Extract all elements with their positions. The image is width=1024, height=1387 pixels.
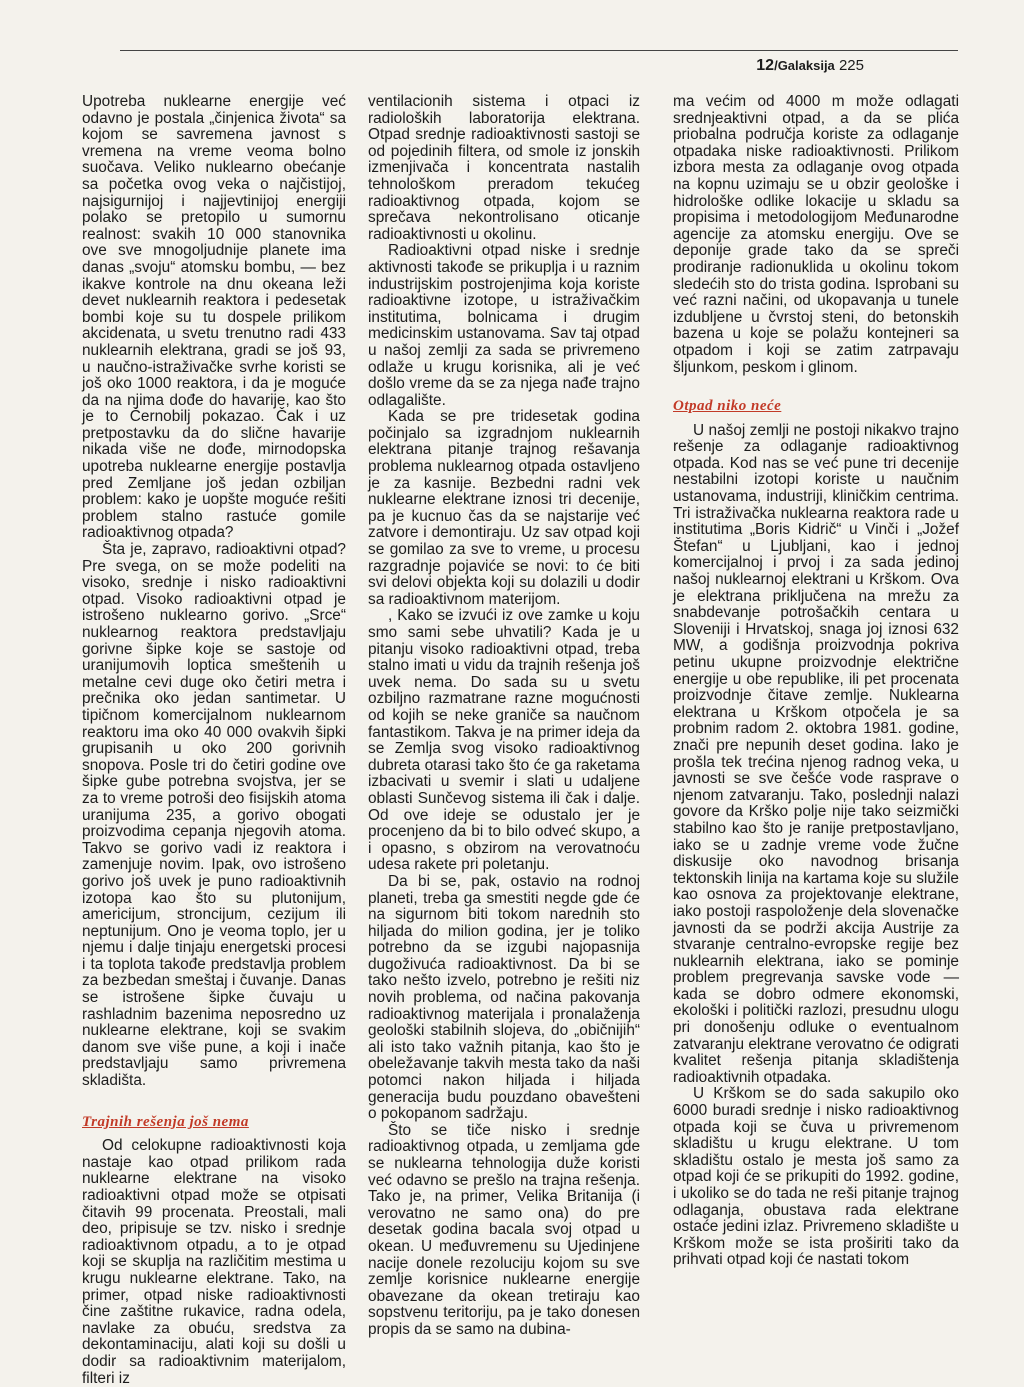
paragraph: Da bi se, pak, ostavio na rodnoj planeti, treba ga smestiti negde gde će na sigurnom biti tokom narednih sto hiljada do milion godina, jer je toliko potrebno da se izgubi najopasnija dugoživuća radioaktivnost. Da bi se tako nešto izvelo, potrebno je rešiti niz novih problema, od načina pakovanja radioaktivnog materijala i pronalaženja geološki stabilnih slojeva, do „običnijih“ ali isto tako važnih pitanja, kao što je obeležavanje takvih mesta tako da naši potomci nakon hiljada i hiljada generacija budu pouzdano obavešteni o pokopanom sadržaju. [368,872,640,1123]
page-header [756,57,864,75]
paragraph: , Kako se izvući iz ove zamke u koju smo sami sebe uhvatili? Kada je u pitanju visoko radioaktivni otpad, treba stalno imati u vidu da trajnih rešenja još uvek nema. Do sada su u svetu ozbiljno razmatrane razne mogućnosti od kojih se neke graniče sa naučnom fantastikom. Takva je na primer ideja da se Zemlja svog visoko radioaktivnog dubreta otarasi tako što će ga raketama izbacivati u svemir i slati u udaljene oblasti Sunčevog sistema ili čak i dalje. Od ove ideje se odustalo jer je procenjeno da bi to bilo odveć skupo, a i opasno, s obzirom na verovatnoću udesa rakete pri poletanju. [368,607,640,874]
page-number: 225 [834,57,864,74]
paragraph: Što se tiče nisko i srednje radioaktivnog otpada, u zemljama gde se nuklearna tehnologija duže koristi već odavno se prešlo na trajna rešenja. Tako je, na primer, Velika Britanija (i verovatno ne samo ona) do pre desetak godina bacala svoj otpad u okean. U međuvremenu su Ujedinjene nacije donele rezoluciju kojom su sve zemlje korisnice nuklearne energije obavezane da okean tretiraju kao sopstvenu teritoriju, pa je tako donesen propis da se samo na dubina- [368,1121,640,1338]
paragraph: ma većim od 4000 m može odlagati srednjeaktivni otpad, a da se plića priobalna područja koriste za odlaganje otpadaka niske radioaktivnosti. Prilikom izbora mesta za odlaganje ovog otpada na kopnu uzimaju se u obzir geološke i hidrološke odlike lokacije u skladu sa propisima i metodologijom Međunarodne agencije za atomsku energiju. Ove se deponije grade tako da se spreči prodiranje radionuklida u okolinu tokom sledećih sto do trista godina. Isprobani su već razni načini, od ukopavanja u tunele izdubljene u čvrstoj steni, do betonskih bazena u koje se polažu kontejneri sa otpadom i koji se zatim zatrpavaju šljunkom, peskom i glinom. [673,93,959,376]
header-rule [120,50,958,51]
paragraph: Upotreba nuklearne energije već odavno je postala „činjenica života“ sa kojom se savremena javnost s vremena na vreme veoma bolno suočava. Veliko nuklearno obećanje sa početka ovog veka o najčistijoj, najsigurnijoj i najjevtinijoj energiji polako se pretopilo u sumornu realnost: svakih 10 000 stanovnika ove sve mnogoljudnije planete ima danas „svoju“ atomsku bombu, — bez ikakve kontrole na dnu okeana leži devet nuklearnih reaktora i pedesetak bombi koje su tu dospele prilikom akcidenata, u svetu trenutno radi 433 nuklearnih elektrana, gradi se još 93, u naučno-istraživačke svrhe koristi se još oko 1000 reaktora, i da je moguće da na njima dođe do havarije, kao što je to Černobilj pokazao. Čak i uz pretpostavku da do slične havarije nikada više ne dođe, mirnodopska upotreba nuklearne energije postavlja pred Zemljane još jedan ozbiljan problem: kako je uopšte moguće rešiti problem stalno rastuće gomile radioaktivnog otpada? [82,93,346,542]
subheading-trajnih-resenja: Trajnih rešenja još nema [82,1113,249,1130]
column-2 [368,94,640,1339]
paragraph: Šta je, zapravo, radioaktivni otpad? Pre svega, on se može podeliti na visoko, srednje i nisko radioaktivni otpad. Visoko radioaktivni otpad je istrošeno nuklearno gorivo. „Srce“ nuklearnog reaktora predstavljaju gorivne šipke koje se sastoje od uranijumovih loptica smeštenih u metalne cevi duge oko četiri metra i prečnika oko jedan santimetar. U tipičnom komercijalnom nuklearnom reaktoru ima oko 40 000 ovakvih šipki grupisanih u oko 200 gorivnih snopova. Posle tri do četiri godine ove šipke gube potrebna svojstva, jer se za to vreme potroši deo fisijskih atoma uranijuma 235, a gorivo obogati proizvodima cepanja njegovih atoma. Takvo se gorivo vadi iz reaktora i zamenjuje novim. Ipak, ovo istrošeno gorivo još uvek je puno radioaktivnih izotopa kao što su plutonijum, americijum, stroncijum, cezijum ili neptunijum. Ono je veoma toplo, jer u njemu i dalje tinjaju energetski procesi i ta toplota takođe predstavlja problem za bezbedan smeštaj i čuvanje. Danas se istrošene šipke čuvaju u rashladnim bazenima neposredno uz nuklearne elektrane, koji se svakim danom sve više pune, a koji i inače predstavljaju samo privremena skladišta. [82,541,346,1090]
subheading-otpad-niko-nece: Otpad niko neće [673,398,782,415]
paragraph: Od celokupne radioaktivnosti koja nastaje kao otpad prilikom rada nuklearne elektrane na visoko radioaktivni otpad može se otpisati čitavih 99 procenata. Preostali, mali deo, pripisuje se tzv. nisko i srednje radioaktivnom otpadu, a to je otpad koji se skuplja na različitim mestima u krugu nuklearne elektrane. Tako, na primer, otpad niske radioaktivnosti čine zaštitne rukavice, radna odela, navlake za obuću, sredstva za dekontaminaciju, alati koji su došli u dodir sa radioaktivnim materijalom, filteri iz [82,1137,346,1387]
issue-number: 12 [756,57,775,74]
paragraph: U našoj zemlji ne postoji nikakvo trajno rešenje za odlaganje radioaktivnog otpada. Kod nas se već pune tri decenije nestabilni izotopi koriste u naučnim ustanovama, industriji, kliničkim centrima. Tri istraživačka nuklearna reaktora rade u institutima „Boris Kidrič“ u Vinči i „Jožef Štefan“ u Ljubljani, kao i jednoj komercijalnoj i prvoj i za sada jedinoj našoj nuklearnoj elektrani u Krškom. Ova je elektrana priključena na mrežu za snabdevanje potrošačkih centara u Sloveniji i Hrvatskoj, snaga joj iznosi 632 MW, a godišnja proizvodnja pokriva petinu ukupne proizvodnje električne energije u obe republike, ili pet procenata proizvodnje čitave zemlje. Nuklearna elektrana u Krškom otpočela je sa probnim radom 2. oktobra 1981. godine, znači pre nepunih deset godina. Iako je prošla tek trećina njenog radnog veka, u javnosti se sve češće vode rasprave o njenom zatvaranju. Tako, poslednji nalazi govore da Krško polje nije tako seizmički stabilno kao što je ranije pretpostavljano, iako se u zadnje vreme vode žučne diskusije oko navodnog brisanja tektonskih linija na kartama koje su služile kao osnova za projektovanje elektrane, iako postoji raspoloženje dela slovenačke javnosti da se podrži akcija Austrije za stvaranje centralno-evropske regije bez nuklearnih elektrana, iako se pominje problem pregrevanja savske vode — kada se dobro odmere ekonomski, ekološki i politički razlozi, presudnu ulogu pri donošenju odluke o eventualnom zatvaranju elektrane verovatno će odigrati kvalitet rešenja pitanja skladištenja radioaktivnih otpadaka. [673,421,959,1086]
column-3 [673,94,959,1269]
magazine-name: /Galaksija [774,58,835,73]
paragraph: U Krškom se do sada sakupilo oko 6000 buradi srednje i nisko radioaktivnog otpada koji se čuva u privremenom skladištu u krugu elektrane. U tom skladištu ostalo je mesta još samo za otpad koji će se prikupiti do 1992. godine, i ukoliko se do tada ne reši pitanje trajnog odlaganja, obustava rada elektrane ostaće jedini izlaz. Privremeno skladište u Krškom može se ista proširiti tako da prihvati otpad koji će nastati tokom [673,1085,959,1269]
paragraph: Kada se pre tridesetak godina počinjalo sa izgradnjom nuklearnih elektrana pitanje trajnog rešavanja problema nuklearnog otpada ostavljeno je za kasnije. Bezbedni radni vek nuklearne elektrane iznosi tri decenije, pa je kucnuo čas da se najstarije već zatvore i demontiraju. Uz sav otpad koji se gomilao za sve to vreme, u procesu razgradnje pojaviće se novi: to će biti svi delovi objekta koji su dolazili u dodir sa radioaktivnom materijom. [368,408,640,608]
paragraph: Radioaktivni otpad niske i srednje aktivnosti takođe se prikuplja i u raznim industrijskim postrojenjima koja koriste radioaktivne izotope, u istraživačkim institutima, bolnicama i drugim medicinskim ustanovama. Sav taj otpad u našoj zemlji za sada se privremeno odlaže u krugu korisnika, ali je već došlo vreme da se za njega nađe trajno odlagalište. [368,242,640,409]
paragraph: ventilacionih sistema i otpaci iz radioloških laboratorija elektrana. Otpad srednje radioaktivnosti sastoji se od pojedinih filtera, od smole iz jonskih izmenjivača i koncentrata nastalih tehnološkom preradom tekućeg radioaktivnog otpada, kojom se sprečava nekontrolisano oticanje radioaktivnosti u okolinu. [368,93,640,243]
column-1 [82,94,346,1387]
